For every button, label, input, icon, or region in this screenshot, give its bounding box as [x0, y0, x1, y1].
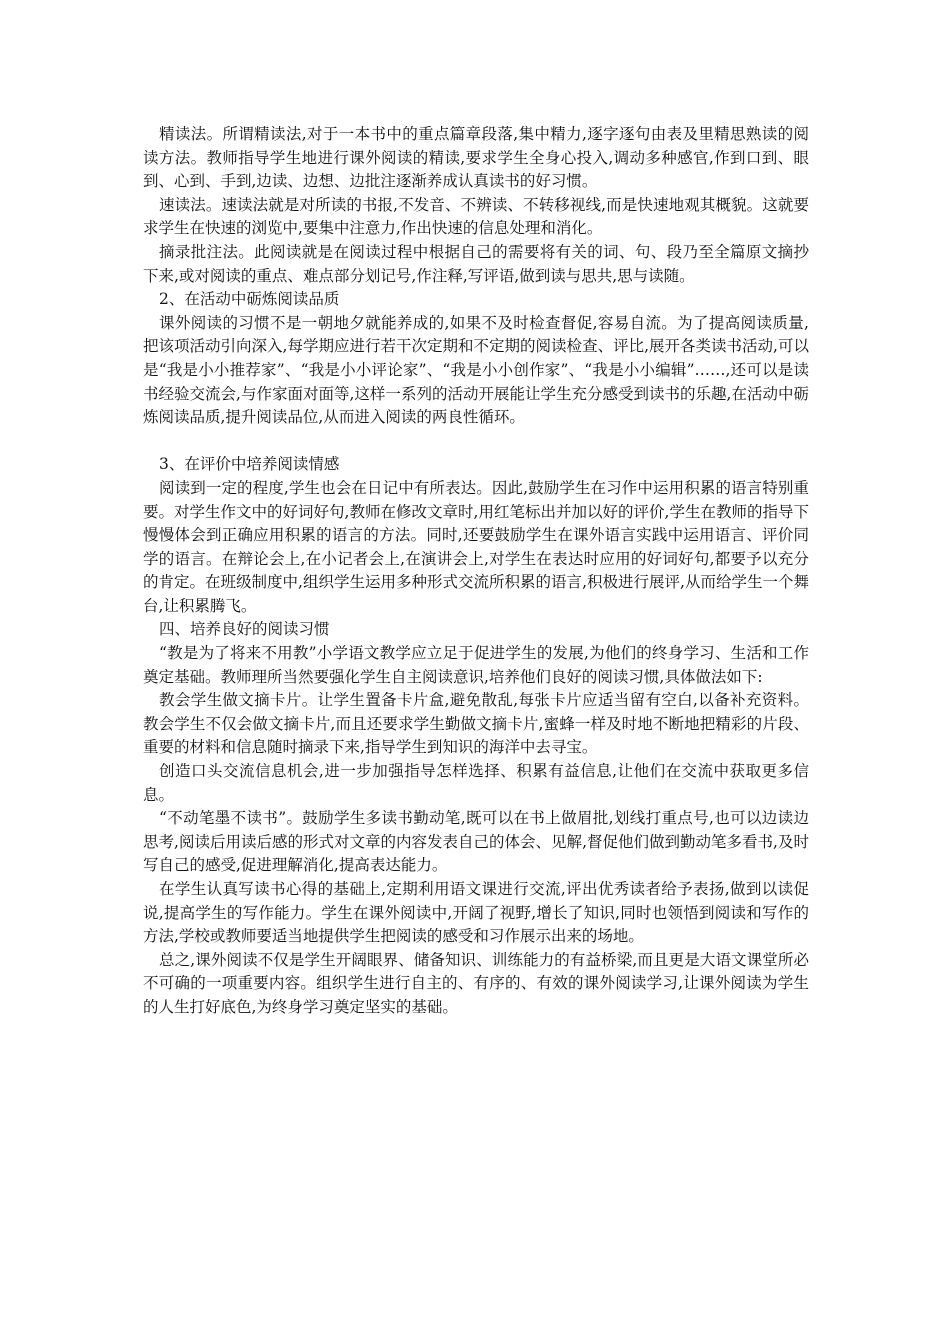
paragraph-excerpt-cards: 教会学生做文摘卡片。让学生置备卡片盒,避免散乱,每张卡片应适当留有空白,以备补充资料。教会学生不仅会做文摘卡片,而且还要求学生勤做文摘卡片,蜜蜂一样及时地不断地把精彩的片段、重要的材料和信息随时摘录下来,指导学生到知识的海洋中去寻宝。 — [143, 691, 809, 757]
section-heading-2: 2、在活动中砺炼阅读品质 — [159, 290, 340, 309]
paragraph-excerpt-annotation: 摘录批注法。此阅读就是在阅读过程中根据自己的需要将有关的词、句、段乃至全篇原文摘抄下来,或对阅读的重点、难点部分划记号,作注释,写评语,做到读与思共,思与读随。 — [143, 242, 809, 285]
section-heading-3: 3、在评价中培养阅读情感 — [159, 455, 340, 474]
paragraph-reading-notes: 在学生认真写读书心得的基础上,定期利用语文课进行交流,评出优秀读者给予表扬,做到以读促说,提高学生的写作能力。学生在课外阅读中,开阔了视野,增长了知识,同时也领悟到阅读和写作的方法,学校或教师要适当地提供学生把阅读的感受和习作展示出来的场地。 — [143, 880, 809, 946]
paragraph-activities: 课外阅读的习惯不是一朝地夕就能养成的,如果不及时检查督促,容易自流。为了提高阅读质量,把该项活动引向深入,每学期应进行若干次定期和不定期的阅读检查、评比,展开各类读书活动,可以是“我是小小推荐家”、“我是小小评论家”、“我是小小创作家”、“我是小小编辑”……,还可以是读书经验交流会,与作家面对面等,这样一系列的活动开展能让学生充分感受到读书的乐趣,在活动中砺炼阅读品质,提升阅读品位,从而进入阅读的两良性循环。 — [143, 313, 809, 427]
paragraph-intensive-reading: 精读法。所谓精读法,对于一本书中的重点篇章段落,集中精力,逐字逐句由表及里精思熟读的阅读方法。教师指导学生地进行课外阅读的精读,要求学生全身心投入,调动多种感官,作到口到、眼到、心到、手到,边读、边想、边批注逐渐养成认真读书的好习惯。 — [143, 125, 809, 191]
paragraph-read-with-pen: “不动笔墨不读书”。鼓励学生多读书勤动笔,既可以在书上做眉批,划线打重点号,也可以边读边思考,阅读后用读后感的形式对文章的内容发表自己的体会、见解,督促他们做到勤动笔多看书,及时写自己的感受,促进理解消化,提高表达能力。 — [143, 809, 809, 875]
paragraph-conclusion: 总之,课外阅读不仅是学生开阔眼界、储备知识、训练能力的有益桥梁,而且更是大语文课堂所必不可确的一项重要内容。组织学生进行自主的、有序的、有效的课外阅读学习,让课外阅读为学生的人生打好底色,为终身学习奠定坚实的基础。 — [143, 950, 809, 1016]
paragraph-speed-reading: 速读法。速读法就是对所读的书报,不发音、不辨读、不转移视线,而是快速地观其概貌。这就要求学生在快速的浏览中,要集中注意力,作出快速的信息处理和消化。 — [143, 195, 809, 238]
document-body — [143, 123, 809, 1020]
paragraph-habits-intro: “教是为了将来不用教”小学语文教学应立足于促进学生的发展,为他们的终身学习、生活和工作奠定基础。教师理所当然要强化学生自主阅读意识,培养他们良好的阅读习惯,具体做法如下: — [143, 644, 809, 686]
paragraph-oral-exchange: 创造口头交流信息机会,进一步加强指导怎样选择、积累有益信息,让他们在交流中获取更多信息。 — [143, 762, 809, 804]
paragraph-evaluation: 阅读到一定的程度,学生也会在日记中有所表达。因此,鼓励学生在习作中运用积累的语言特别重要。对学生作文中的好词好句,教师在修改文章时,用红笔标出并加以好的评价,学生在教师的指导下慢慢体会到正确应用积累的语言的方法。同时,还要鼓励学生在课外语言实践中运用语言、评价同学的语言。在辩论会上,在小记者会上,在演讲会上,对学生在表达时应用的好词好句,都要予以充分的肯定。在班级制度中,组织学生运用多种形式交流所积累的语言,积极进行展评,从而给学生一个舞台,让积累腾飞。 — [143, 478, 809, 615]
section-heading-4: 四、培养良好的阅读习惯 — [159, 620, 330, 639]
